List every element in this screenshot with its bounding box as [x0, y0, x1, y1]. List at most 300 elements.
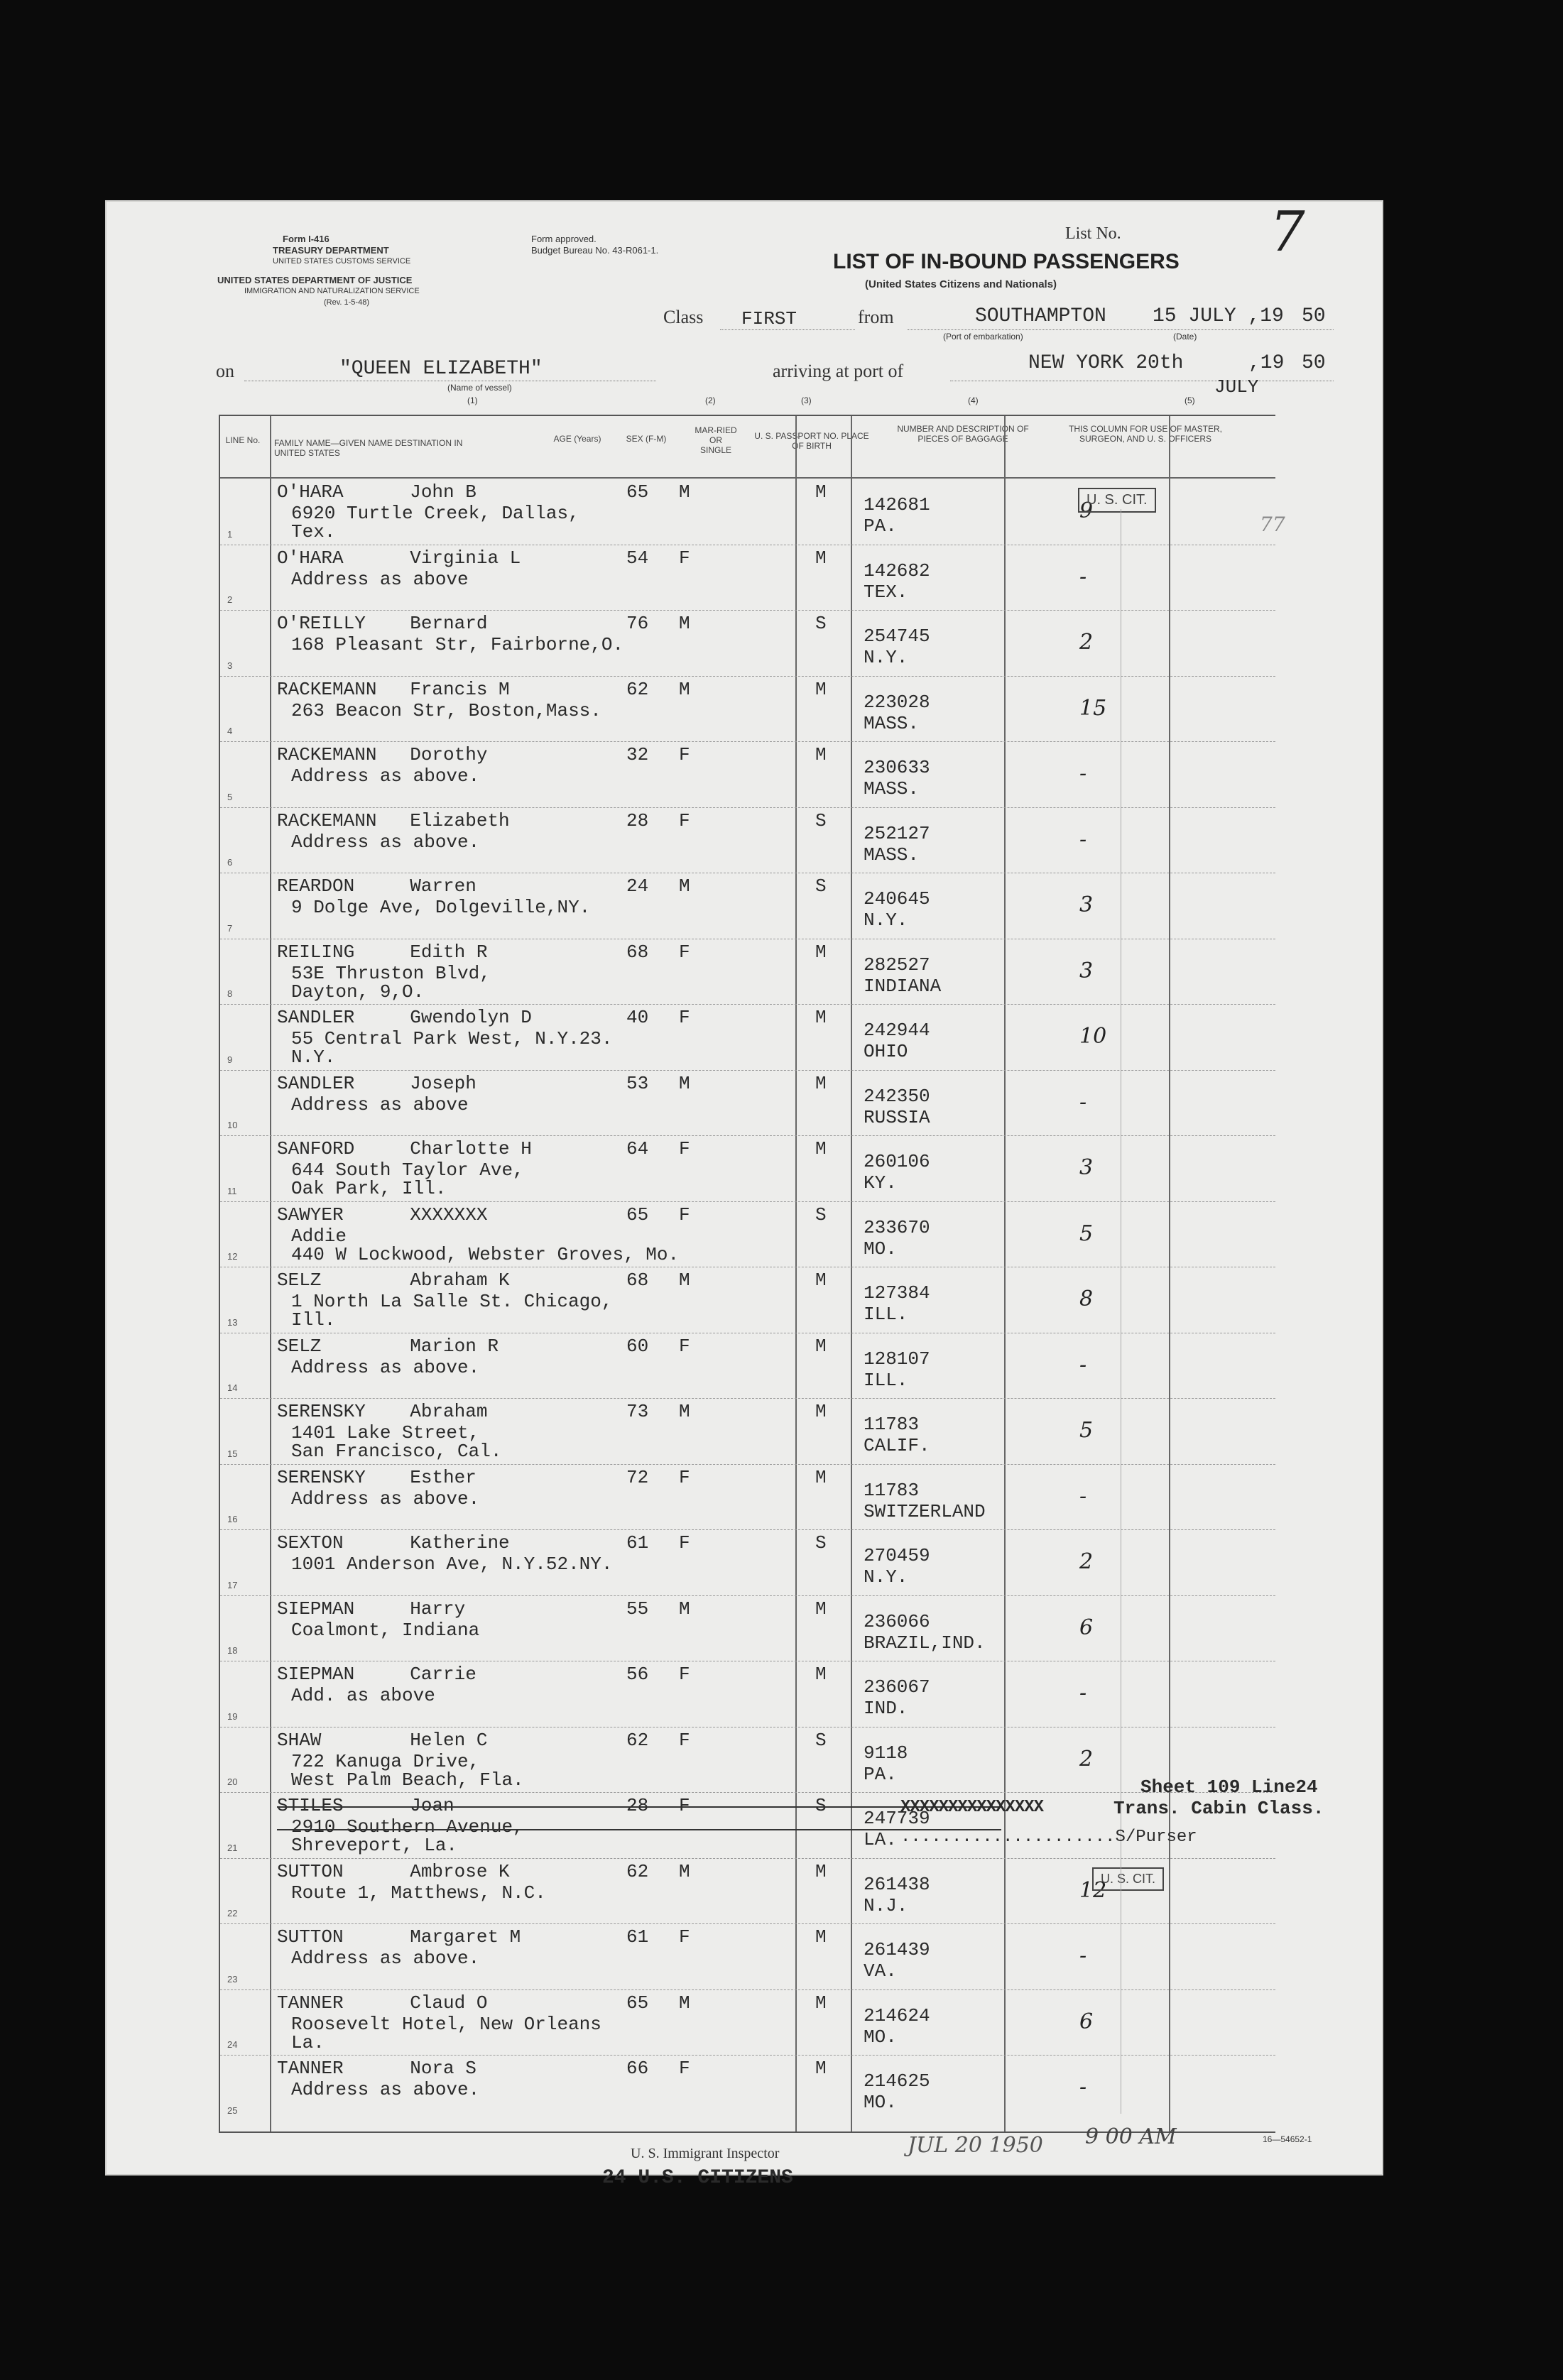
passenger-sex: M: [679, 678, 690, 700]
marital-status: M: [815, 1072, 827, 1094]
passenger-address-2: Oak Park, Ill.: [291, 1178, 447, 1199]
table-row: [220, 1661, 1275, 1727]
place-of-birth: PA.: [864, 1763, 897, 1785]
transfer-class: Trans. Cabin Class.: [1113, 1798, 1324, 1819]
passenger-address: Address as above.: [291, 2079, 480, 2100]
table-row: [220, 873, 1275, 939]
treasury-dept: TREASURY DEPARTMENT: [273, 245, 389, 256]
passenger-sex: M: [679, 1992, 690, 2014]
passenger-sex: M: [679, 1598, 690, 1620]
passenger-name: SUTTON Margaret M: [277, 1926, 521, 1948]
passport-number: 242944: [864, 1020, 930, 1041]
place-of-birth: IND.: [864, 1698, 908, 1719]
passenger-address: 1001 Anderson Ave, N.Y.52.NY.: [291, 1554, 613, 1575]
line-number: 13: [227, 1316, 238, 1328]
passenger-sex: M: [679, 1860, 690, 1882]
passenger-address: Address as above.: [291, 765, 480, 787]
col-age: AGE (Years): [553, 434, 601, 444]
row-divider: [220, 1989, 1275, 1990]
marital-status: M: [815, 2058, 827, 2079]
passenger-address: Addie: [291, 1225, 347, 1247]
passport-number: 9118: [864, 1742, 908, 1764]
date-value: 15 JULY ,19: [1153, 305, 1284, 327]
place-of-birth: MO.: [864, 2026, 897, 2048]
passport-number: 11783: [864, 1479, 920, 1501]
passenger-sex: F: [679, 941, 690, 963]
passenger-name: O'HARA Virginia L: [277, 547, 521, 569]
embark-caption: (Port of embarkation): [943, 332, 1023, 342]
table-row: [220, 676, 1275, 742]
class-value: FIRST: [741, 308, 797, 329]
col-baggage: NUMBER AND DESCRIPTION OF PIECES OF BAGGAGE: [897, 424, 1029, 444]
passport-number: 261439: [864, 1939, 930, 1960]
passenger-address-2: Tex.: [291, 521, 336, 542]
place-of-birth: OHIO: [864, 1041, 908, 1062]
purser-line: .....................S/Purser: [900, 1828, 1197, 1847]
us-citizen-stamp-2: U. S. CIT.: [1092, 1867, 1164, 1891]
baggage-count: 2: [1079, 1549, 1094, 1574]
place-of-birth: INDIANA: [864, 975, 942, 997]
passenger-name: SANDLER Joseph: [277, 1072, 476, 1094]
table-row: [220, 610, 1275, 676]
form-footer: 16—54652-1: [1263, 2134, 1312, 2144]
table-row: [220, 1529, 1275, 1595]
passenger-address: 263 Beacon Str, Boston,Mass.: [291, 699, 601, 721]
table-row: [220, 1333, 1275, 1399]
port-year-prefix: ,19: [1248, 352, 1285, 374]
passenger-age: 64: [626, 1138, 649, 1159]
passenger-age: 68: [626, 941, 649, 963]
baggage-count: -: [1079, 826, 1087, 852]
passenger-address: Add. as above: [291, 1685, 435, 1706]
row-divider: [220, 1529, 1275, 1530]
row-divider: [220, 1923, 1275, 1924]
passport-number: 242350: [864, 1085, 930, 1107]
passport-number: 247739: [864, 1808, 930, 1829]
col-name: FAMILY NAME—GIVEN NAME DESTINATION IN UNITED STATES: [274, 438, 463, 458]
passenger-address: Route 1, Matthews, N.C.: [291, 1882, 546, 1904]
baggage-count: -: [1079, 1352, 1087, 1377]
passenger-name: SANFORD Charlotte H: [277, 1138, 532, 1159]
row-divider: [220, 741, 1275, 742]
marital-status: S: [815, 809, 827, 831]
table-row: [220, 807, 1275, 873]
customs-service: UNITED STATES CUSTOMS SERVICE: [273, 257, 411, 266]
caption-4: (4): [968, 395, 979, 405]
line-number: 15: [227, 1448, 238, 1459]
passport-number: 128107: [864, 1348, 930, 1370]
passenger-age: 61: [626, 1532, 649, 1554]
caption-3: (3): [801, 395, 812, 405]
passport-number: 230633: [864, 757, 930, 778]
inspector-caption: U. S. Immigrant Inspector: [631, 2146, 780, 2161]
passenger-sex: F: [679, 1138, 690, 1159]
caption-1: (1): [467, 395, 478, 405]
row-divider: [220, 1464, 1275, 1465]
passenger-age: 65: [626, 481, 649, 503]
passenger-address-2: Shreveport, La.: [291, 1835, 458, 1856]
passport-number: 127384: [864, 1282, 930, 1304]
passenger-sex: M: [679, 1401, 690, 1422]
marital-status: M: [815, 481, 827, 503]
passenger-sex: F: [679, 809, 690, 831]
row-divider: [220, 1004, 1275, 1005]
line-number: 25: [227, 2105, 238, 2116]
passport-number: 282527: [864, 954, 930, 976]
row-divider: [220, 1201, 1275, 1202]
marital-status: M: [815, 1335, 827, 1357]
table-row: [220, 1070, 1275, 1136]
line-number: 23: [227, 1973, 238, 1985]
vessel-name: "QUEEN ELIZABETH": [339, 358, 543, 380]
place-of-birth: MO.: [864, 1238, 897, 1260]
list-no-label: List No.: [1065, 224, 1121, 243]
line-number: 17: [227, 1579, 238, 1590]
baggage-count: 2: [1079, 630, 1094, 655]
passenger-name: TANNER Nora S: [277, 2058, 476, 2079]
marital-status: S: [815, 1203, 827, 1226]
passenger-name: SELZ Marion R: [277, 1335, 499, 1357]
passenger-name: SANDLER Gwendolyn D: [277, 1007, 532, 1028]
passenger-address-2: Dayton, 9,O.: [291, 981, 425, 1003]
time-note: 9 00 AM: [1085, 2124, 1177, 2149]
passenger-name: SEXTON Katherine: [277, 1532, 510, 1554]
passport-number: 11783: [864, 1414, 920, 1435]
passenger-name: O'REILLY Bernard: [277, 613, 488, 634]
marital-status: S: [815, 613, 827, 634]
class-label: Class: [663, 307, 704, 327]
passenger-age: 62: [626, 1860, 649, 1882]
form-approved: Form approved.: [531, 234, 597, 244]
passenger-age: 62: [626, 1729, 649, 1751]
passenger-address-2: N.Y.: [291, 1047, 336, 1068]
place-of-birth: ILL.: [864, 1304, 908, 1325]
row-divider: [220, 1595, 1275, 1596]
passenger-age: 68: [626, 1270, 649, 1291]
table-row: [220, 2055, 1275, 2121]
passport-number: 214625: [864, 2070, 930, 2092]
passenger-name: SUTTON Ambrose K: [277, 1860, 510, 1882]
passenger-name: REILING Edith R: [277, 941, 488, 963]
passenger-age: 24: [626, 875, 649, 897]
line-number: 14: [227, 1382, 238, 1393]
row-divider: [220, 1792, 1275, 1793]
line-number: 22: [227, 1908, 238, 1918]
place-of-birth: MO.: [864, 2092, 897, 2113]
line-number: 10: [227, 1120, 238, 1130]
marital-status: M: [815, 1138, 827, 1159]
baggage-count: 3: [1079, 1155, 1094, 1180]
row-divider: [220, 807, 1275, 808]
passenger-age: 55: [626, 1598, 649, 1620]
passenger-age: 65: [626, 1992, 649, 2014]
passenger-address: Address as above: [291, 1093, 469, 1115]
passenger-address-2: Ill.: [291, 1309, 336, 1331]
passport-number: 142681: [864, 494, 930, 515]
date-year: 50: [1302, 305, 1326, 327]
line-number: 1: [227, 528, 233, 540]
passenger-address: Address as above.: [291, 1948, 480, 1969]
baggage-count: -: [1079, 1681, 1087, 1705]
table-row: [220, 1464, 1275, 1530]
table-row: [220, 1989, 1275, 2056]
transfer-sheet-line: Sheet 109 Line24: [1140, 1776, 1318, 1798]
margin-note: 77: [1260, 513, 1285, 536]
passenger-address: 9 Dolge Ave, Dolgeville,NY.: [291, 897, 591, 918]
table-row: [220, 741, 1275, 807]
passenger-sex: F: [679, 1664, 690, 1685]
passenger-age: 76: [626, 613, 649, 634]
passenger-name: RACKEMANN Francis M: [277, 678, 510, 700]
marital-status: M: [815, 1007, 827, 1028]
place-of-birth: VA.: [864, 1960, 897, 1982]
passenger-sex: F: [679, 1795, 690, 1816]
passenger-address: Address as above.: [291, 831, 480, 853]
form-subtitle: (United States Citizens and Nationals): [865, 278, 1057, 290]
marital-status: S: [815, 1795, 827, 1816]
marital-status: M: [815, 678, 827, 700]
baggage-count: -: [1079, 2075, 1087, 2100]
row-divider: [220, 610, 1275, 611]
line-number: 11: [227, 1185, 237, 1196]
place-of-birth: MASS.: [864, 712, 920, 734]
table-row: [220, 1267, 1275, 1333]
passenger-address: 644 South Taylor Ave,: [291, 1159, 524, 1181]
place-of-birth: N.Y.: [864, 1566, 908, 1588]
passenger-address: 168 Pleasant Str, Fairborne,O.: [291, 634, 624, 655]
marital-status: M: [815, 547, 827, 569]
justice-dept: UNITED STATES DEPARTMENT OF JUSTICE: [217, 275, 413, 285]
place-of-birth: PA.: [864, 515, 897, 537]
passenger-address: 55 Central Park West, N.Y.23.: [291, 1028, 613, 1049]
baggage-count: 12: [1079, 1877, 1107, 1903]
passenger-sex: F: [679, 2058, 690, 2079]
place-of-birth: ILL.: [864, 1369, 908, 1391]
passenger-age: 40: [626, 1007, 649, 1028]
passport-number: 240645: [864, 888, 930, 910]
on-label: on: [216, 361, 234, 381]
marital-status: M: [815, 1992, 827, 2014]
passenger-sex: M: [679, 481, 690, 503]
passenger-address: 1 North La Salle St. Chicago,: [291, 1291, 613, 1312]
place-of-birth: SWITZERLAND: [864, 1500, 986, 1522]
place-of-birth: KY.: [864, 1172, 897, 1194]
table-row: [220, 1201, 1275, 1267]
list-no-value: 7: [1270, 200, 1305, 264]
baggage-count: 2: [1079, 1746, 1094, 1772]
passport-number: 236067: [864, 1676, 930, 1698]
strikethrough-line: [277, 1806, 1001, 1808]
passenger-name: O'HARA John B: [277, 481, 476, 503]
baggage-count: 6: [1079, 2009, 1094, 2034]
passenger-sex: F: [679, 744, 690, 765]
from-label: from: [858, 307, 894, 327]
place-of-birth: N.J.: [864, 1894, 908, 1916]
baggage-count: 3: [1079, 958, 1094, 983]
baggage-count: -: [1079, 1483, 1087, 1509]
passenger-name: SHAW Helen C: [277, 1729, 488, 1751]
from-underline: [908, 329, 1334, 330]
baggage-count: 5: [1079, 1418, 1094, 1443]
line-number: 4: [227, 726, 233, 736]
passenger-age: 56: [626, 1664, 649, 1685]
place-of-birth: CALIF.: [864, 1435, 930, 1456]
line-number: 21: [227, 1842, 238, 1853]
line-number: 7: [227, 922, 233, 934]
passenger-age: 62: [626, 678, 649, 700]
table-row: [220, 1398, 1275, 1464]
passenger-age: 72: [626, 1466, 649, 1488]
passenger-sex: M: [679, 1072, 690, 1094]
passenger-address: 53E Thruston Blvd,: [291, 962, 491, 984]
passport-number: 223028: [864, 691, 930, 713]
place-of-birth: BRAZIL,IND.: [864, 1632, 986, 1654]
row-divider: [220, 676, 1275, 677]
us-citizen-stamp: U. S. CIT.: [1078, 488, 1156, 513]
passenger-name: STILES Joan: [277, 1795, 454, 1816]
passenger-age: 73: [626, 1401, 649, 1422]
row-divider: [220, 1858, 1275, 1859]
passport-number: 261438: [864, 1873, 930, 1895]
passenger-name: SERENSKY Esther: [277, 1466, 476, 1488]
marital-status: M: [815, 1466, 827, 1488]
baggage-count: 5: [1079, 1221, 1094, 1246]
table-row: [220, 1004, 1275, 1070]
passenger-address: Roosevelt Hotel, New Orleans: [291, 2013, 601, 2035]
passenger-age: 53: [626, 1072, 649, 1094]
passenger-name: REARDON Warren: [277, 875, 476, 897]
passport-number: 254745: [864, 626, 930, 647]
place-of-birth: RUSSIA: [864, 1106, 930, 1128]
citizens-total: 24 U.S. CITIZENS: [602, 2167, 793, 2189]
passenger-age: 66: [626, 2058, 649, 2079]
marital-status: M: [815, 1926, 827, 1948]
line-number: 6: [227, 857, 233, 868]
col-married: MAR-RIED OR SINGLE: [695, 425, 737, 455]
passenger-sex: F: [679, 1007, 690, 1028]
arrival-month: JULY: [1214, 376, 1259, 398]
line-number: 20: [227, 1776, 238, 1787]
line-number: 19: [227, 1710, 238, 1722]
passenger-address: 1401 Lake Street,: [291, 1422, 480, 1443]
caption-5: (5): [1184, 395, 1195, 405]
line-number: 16: [227, 1514, 238, 1524]
port-value: NEW YORK 20th: [1028, 352, 1184, 374]
arriving-label: arriving at port of: [773, 361, 904, 381]
line-number: 5: [227, 791, 233, 802]
form-number: Form I-416: [283, 234, 330, 244]
place-of-birth: N.Y.: [864, 910, 908, 931]
passport-number: 260106: [864, 1151, 930, 1172]
passenger-age: 28: [626, 809, 649, 831]
passport-number: 142682: [864, 559, 930, 582]
passenger-age: 60: [626, 1335, 649, 1357]
passenger-sex: F: [679, 1729, 690, 1751]
passenger-age: 32: [626, 744, 649, 765]
passenger-address-2: West Palm Beach, Fla.: [291, 1769, 524, 1791]
marital-status: M: [815, 1860, 827, 1882]
table-row: [220, 1135, 1275, 1201]
passenger-name: SAWYER XXXXXXX: [277, 1203, 488, 1226]
strikethrough-line: [277, 1829, 1001, 1830]
passenger-sex: F: [679, 1466, 690, 1488]
passenger-name: SERENSKY Abraham: [277, 1401, 488, 1422]
row-divider: [220, 1070, 1275, 1071]
marital-status: M: [815, 1664, 827, 1685]
passenger-address: 722 Kanuga Drive,: [291, 1750, 480, 1772]
col-officers: THIS COLUMN FOR USE OF MASTER, SURGEON, AND U. S. OFFICERS: [1068, 424, 1222, 444]
passenger-sex: F: [679, 1926, 690, 1948]
col-passport: U. S. PASSPORT NO. PLACE OF BIRTH: [754, 431, 869, 451]
baggage-count: -: [1079, 1089, 1087, 1115]
passenger-sex: F: [679, 547, 690, 569]
line-number: 24: [227, 2039, 238, 2050]
row-divider: [220, 1135, 1275, 1136]
place-of-birth: N.Y.: [864, 647, 908, 668]
passenger-sex: M: [679, 1270, 690, 1291]
marital-status: M: [815, 1598, 827, 1620]
date-stamp: JUL 20 1950: [908, 2133, 1043, 2158]
passenger-address-2: La.: [291, 2031, 325, 2053]
line-number: 12: [227, 1251, 238, 1262]
line-number: 3: [227, 660, 233, 671]
line-number: 2: [227, 594, 233, 605]
passenger-sex: M: [679, 875, 690, 897]
row-divider: [220, 1398, 1275, 1399]
baggage-count: 6: [1079, 1615, 1094, 1640]
baggage-count: 10: [1079, 1024, 1107, 1049]
passenger-name: SIEPMAN Harry: [277, 1598, 466, 1620]
passenger-address: 2910 Southern Avenue,: [291, 1816, 524, 1838]
marital-status: S: [815, 1729, 827, 1751]
vessel-caption: (Name of vessel): [447, 383, 512, 393]
transfer-xs: XXXXXXXXXXXXXXX: [900, 1798, 1044, 1817]
marital-status: S: [815, 875, 827, 897]
passenger-name: RACKEMANN Dorothy: [277, 744, 488, 765]
table-row: [220, 545, 1275, 611]
passenger-address: 6920 Turtle Creek, Dallas,: [291, 503, 579, 524]
baggage-count: 3: [1079, 892, 1094, 917]
baggage-count: -: [1079, 564, 1087, 589]
class-underline: [720, 329, 855, 330]
baggage-count: 9: [1079, 498, 1094, 523]
table-row: [220, 1923, 1275, 1989]
marital-status: M: [815, 1270, 827, 1291]
passport-number: 214624: [864, 2004, 930, 2026]
place-of-birth: MASS.: [864, 844, 920, 866]
place-of-birth: LA.: [864, 1829, 897, 1850]
ins-service: IMMIGRATION AND NATURALIZATION SERVICE: [244, 287, 420, 295]
passenger-sex: F: [679, 1532, 690, 1554]
passenger-sex: M: [679, 613, 690, 634]
passenger-address: Coalmont, Indiana: [291, 1619, 480, 1641]
table-row: [220, 1727, 1275, 1793]
passport-number: 233670: [864, 1216, 930, 1238]
baggage-count: 15: [1079, 695, 1107, 721]
passenger-name: SIEPMAN Carrie: [277, 1664, 476, 1685]
baggage-count: -: [1079, 1943, 1087, 1968]
line-number: 18: [227, 1645, 238, 1656]
date-caption: (Date): [1173, 332, 1197, 342]
passenger-address: Address as above.: [291, 1488, 480, 1510]
port-year: 50: [1302, 352, 1326, 374]
marital-status: M: [815, 941, 827, 963]
passenger-sex: F: [679, 1203, 690, 1226]
from-value: SOUTHAMPTON: [975, 305, 1106, 327]
passenger-sex: F: [679, 1335, 690, 1357]
passenger-name: RACKEMANN Elizabeth: [277, 809, 510, 831]
table-row: [220, 1595, 1275, 1661]
